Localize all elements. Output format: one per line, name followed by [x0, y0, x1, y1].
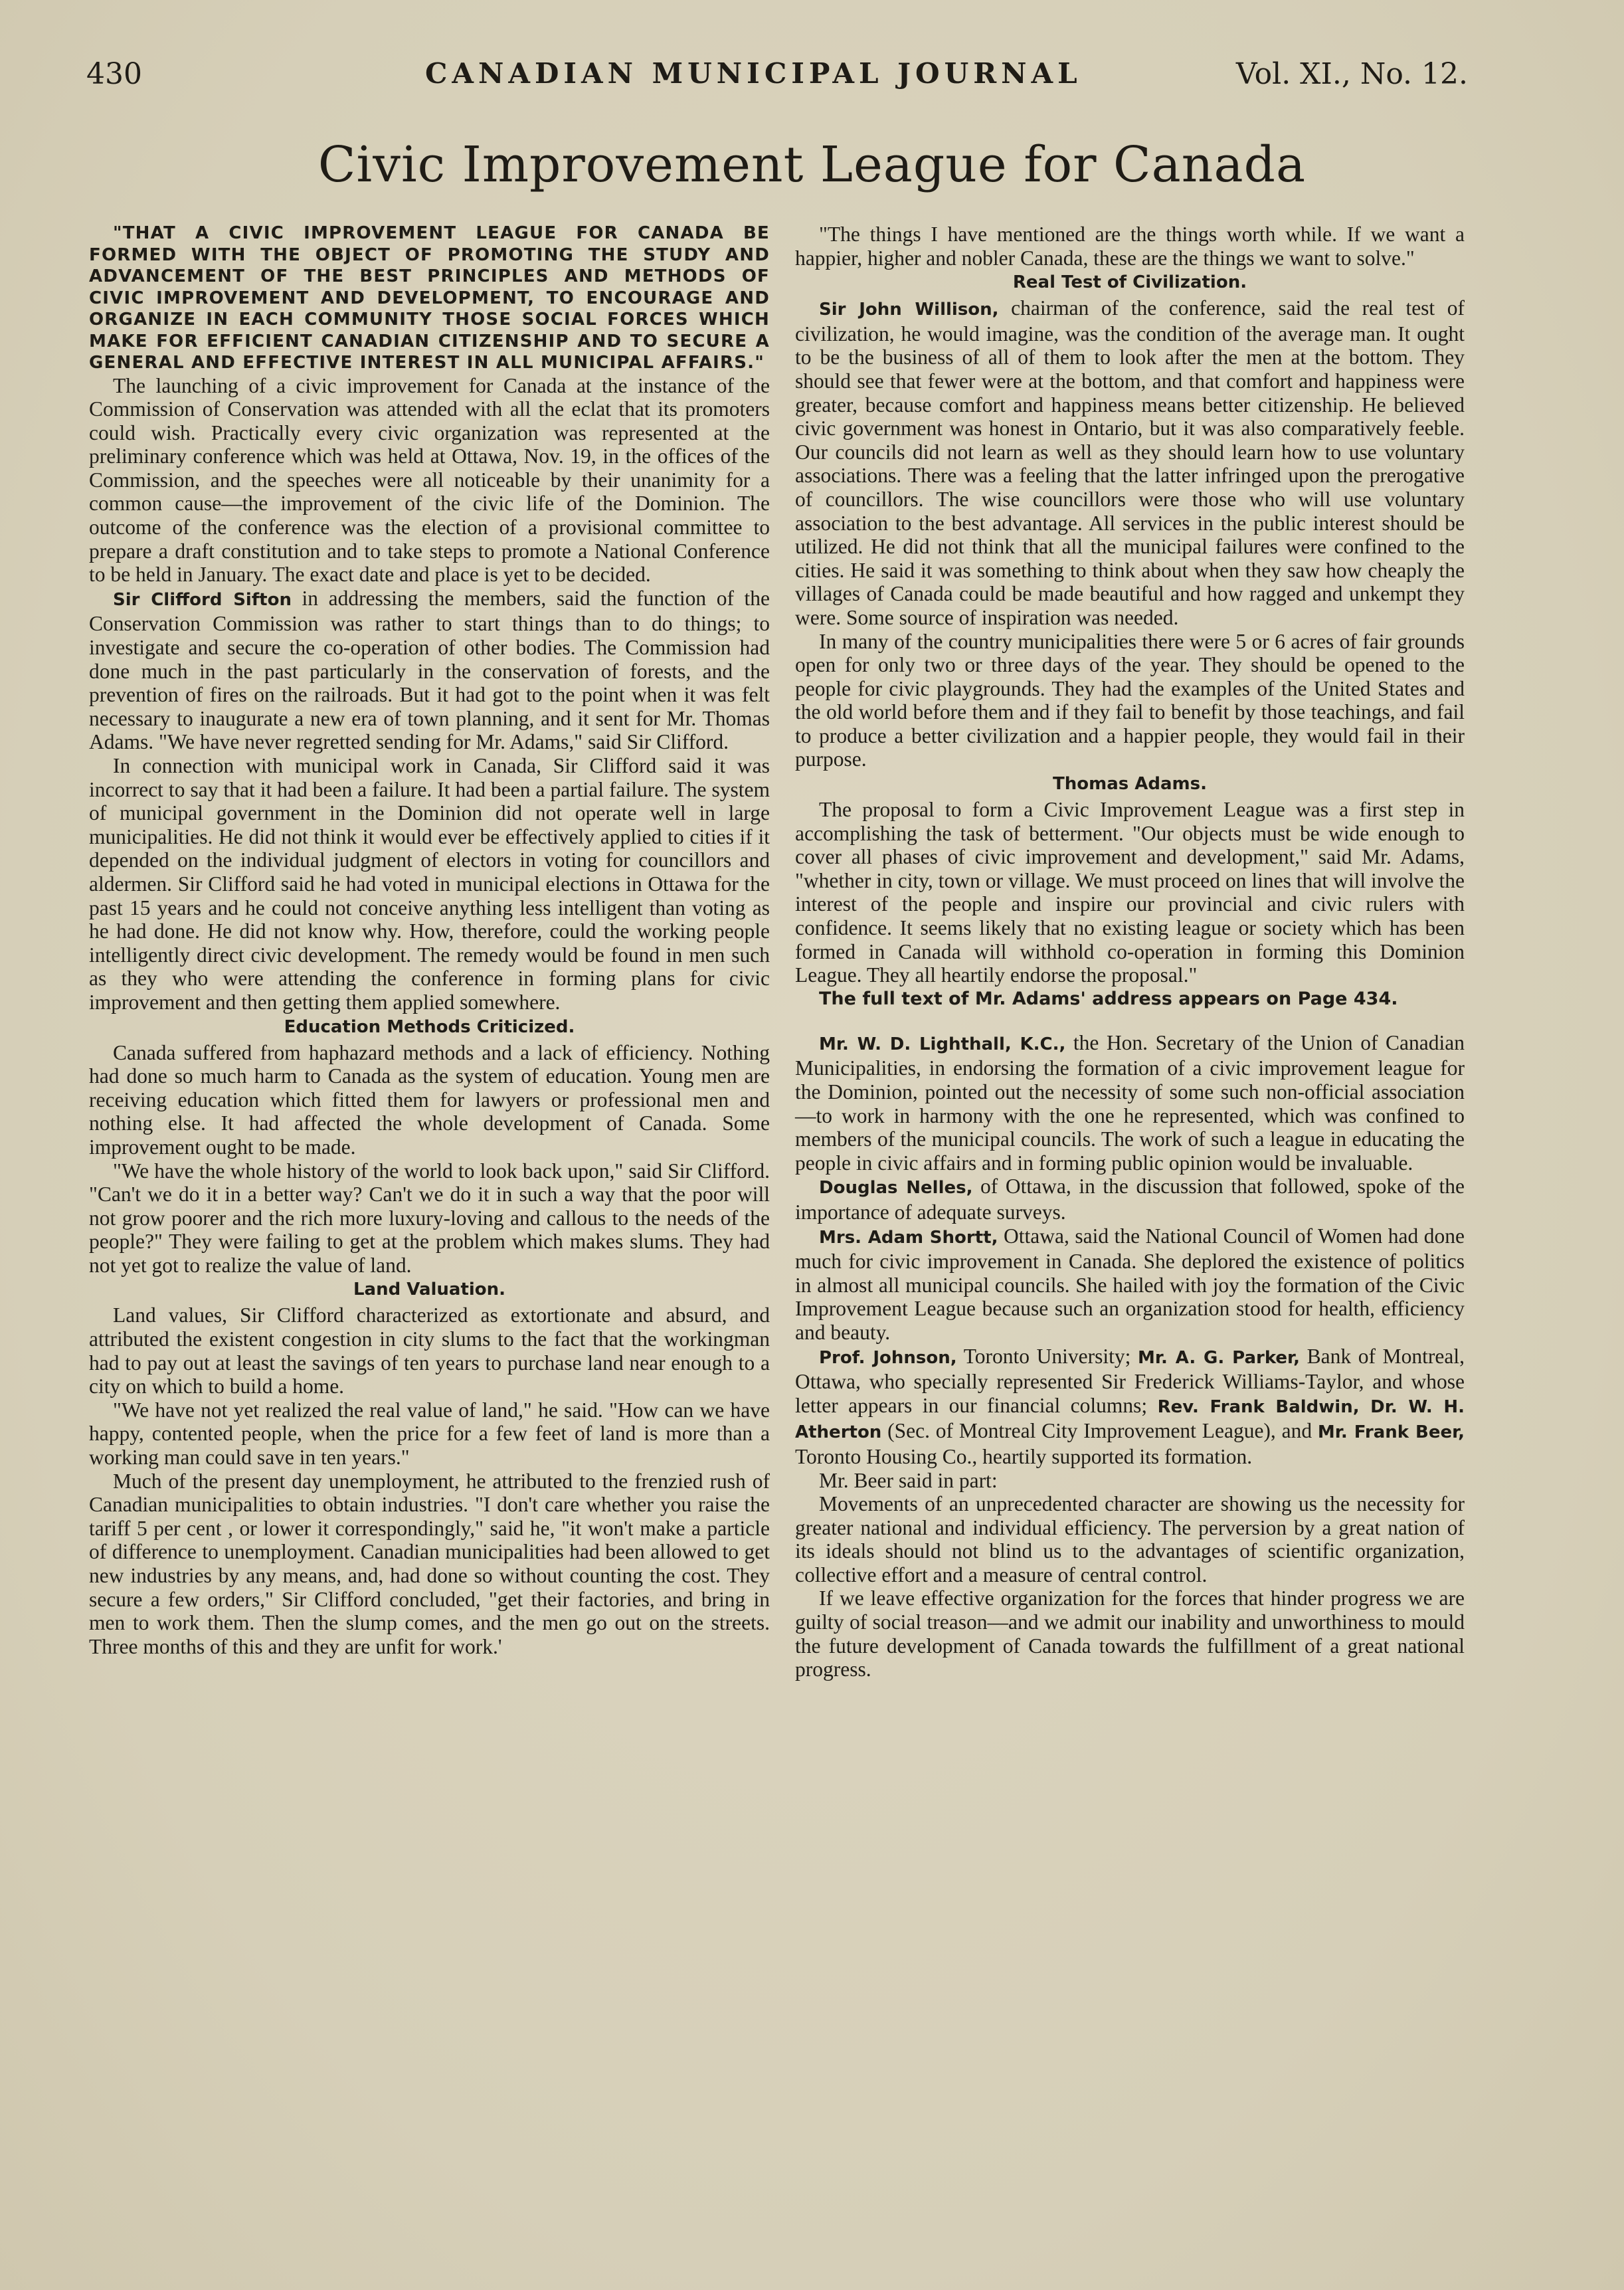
volume-issue: Vol. XI., No. 12. [1235, 57, 1468, 91]
paragraph [89, 587, 770, 754]
subheading: Real Test of Civilization. [1012, 272, 1247, 293]
running-header [86, 57, 1468, 104]
spacer [795, 1011, 1465, 1031]
paragraph [795, 1175, 1465, 1224]
paragraph: Movements of an unprecedented character are showing us the necessity for greater national and individual efficiency. The perversion by a great nation of its ideals should not blind us to the advantages of scientific organization, collective effort and a measure of central control. [795, 1492, 1465, 1586]
speaker-name: Mr. Frank Beer, [1317, 1422, 1465, 1443]
paragraph: In connection with municipal work in Canada, Sir Clifford said it was incorrect to say that it had been a failure. It had been a partial failure. The system of municipal government in the Dominion did not operate well in large municipalities. He did not think it would ever be effectively applied to cities if it depended on the individual judgment of electors in voting for councillors and aldermen. Sir Clifford said he had voted in municipal elections in Ottawa for the past 15 years and he could not conceive anything less intelligent than voting as he had done. He did not know why. How, therefore, could the working people intelligently direct civic development. The remedy would be found in men such as they who were attending the conference in forming plans for civic improvement and then getting them applied somewhere. [89, 754, 770, 1014]
paragraph: "We have the whole history of the world to look back upon," said Sir Clifford. "Can't we do it in a better way? Can't we do it in such a way that the poor will not grow poorer and the rich more luxury-loving and callous to the needs of the people?" They were failing to get at the problem which makes slums. They had not yet got to realize the value of land. [89, 1159, 770, 1277]
left-column [89, 223, 770, 1658]
address-note: The full text of Mr. Adams' address appears on Page 434. [819, 988, 1398, 1009]
subheading: Thomas Adams. [1053, 774, 1207, 795]
paragraph-text: Toronto Housing Co., heartily supported its formation. [795, 1444, 1253, 1468]
paragraph [795, 1224, 1465, 1345]
paragraph: The launching of a civic improvement for Canada at the instance of the Commission of Conservation was attended with all the eclat that its promoters could wish. Practically every civic organization was represented at the preliminary conference which was held at Ottawa, Nov. 19, in the offices of the Commission, and the speeches were all noticeable by their unanimity for a common cause—the improvement of the civic life of the Dominion. The outcome of the conference was the election of a provisional committee to prepare a draft constitution and to take steps to promote a National Conference to be held in January. The exact date and place is yet to be decided. [89, 373, 770, 587]
paragraph: In many of the country municipalities there were 5 or 6 acres of fair grounds open for only two or three days of the year. They should be opened to the people for civic playgrounds. They had the examples of the United States and the old world before them and if they fail to benefit by those teachings, and fail to produce a better civilization and a happier people, they would fail in their purpose. [795, 629, 1465, 771]
paragraph: If we leave effective organization for the forces that hinder progress we are guilty of social treason—and we admit our inability and unworthiness to mould the future development of Canada towards the fulfillment of a great national progress. [795, 1586, 1465, 1681]
speaker-name: Sir Clifford Sifton [113, 589, 292, 610]
journal-name: CANADIAN MUNICIPAL JOURNAL [425, 57, 1082, 90]
paragraph: Mr. Beer said in part: [819, 1468, 998, 1492]
paragraph: Much of the present day unemployment, he attributed to the frenzied rush of Canadian municipalities to obtain industries. "I don't care whether you raise the tariff 5 per cent , or lower it correspondingly," said he, "it won't make a particle of difference to unemployment. Canadian municipalities had been allowed to get new industries by any means, and, had done so without counting the cost. They secure a few orders," Sir Clifford concluded, "get their factories, and bring in men to work them. Then the slump comes, and the men go out on the streets. Three months of this and they are unfit for work.' [89, 1469, 770, 1658]
paragraph-text: chairman of the conference, said the real test of civilization, he would imagine, was the condition of the average man. It ought to be the business of all of them to look after the men at the bottom. They should see that fewer were at the bottom, and that comfort and happiness were greater, because comfort and happiness means better citizenship. He believed civic government was honest in Ontario, but it was also comparatively feeble. Our councils did not learn as well as they should learn how to use voluntary associations. There was a feeling that the latter infringed upon the prerogative of councillors. The wise councillors were those who will use voluntary association to the best advantage. All services in the public interest should be utilized. He did not think that all the municipal failures were confined to the cities. He said it was something to think about when they saw how cheaply the villages of Canada could be made beautiful and how ragged and unkempt they were. Some source of inspiration was needed. [795, 296, 1465, 629]
paragraph-text: of Ottawa, in the discussion that followed, spoke of the importance of adequate surveys. [795, 1175, 1465, 1224]
page-number: 430 [86, 57, 142, 91]
paragraph-text: Ottawa, said the National Council of Women had done much for civic improvement in Canada. She deplored the existence of politics in almost all municipal councils. She hailed with joy the formation of the Civic Improvement League because such an organization stood for health, efficiency and beauty. [795, 1224, 1465, 1344]
paragraph-text: Bank of Montreal, Ottawa, who specially represented Sir Frederick Williams-Taylor, and whose letter appears in our financial columns; [795, 1344, 1465, 1417]
paragraph: "The things I have mentioned are the things worth while. If we want a happier, higher and nobler Canada, these are the things we want to solve." [795, 223, 1465, 270]
right-column [795, 223, 1465, 1681]
paragraph-text: (Sec. of Montreal City Improvement League), and [881, 1419, 1318, 1443]
speaker-name: Prof. Johnson, [819, 1347, 957, 1368]
paragraph: Canada suffered from haphazard methods and a lack of efficiency. Nothing had done so much harm to Canada as the system of education. Young men are receiving education which fitted them for lawyers or professional men and nothing else. It had affected the whole development of Canada. Some improvement ought to be made. [89, 1040, 770, 1159]
lead-resolution: "THAT A CIVIC IMPROVEMENT LEAGUE FOR CANADA BE FORMED WITH THE OBJECT OF PROMOTING THE STUDY AND ADVANCEMENT OF THE BEST PRINCIPLES AND METHODS OF CIVIC IMPROVEMENT AND DEVELOPMENT, TO ENCOURAGE AND ORGANIZE IN EACH COMMUNITY THOSE SOCIAL FORCES WHICH MAKE FOR EFFICIENT CANADIAN CITIZENSHIP AND TO SECURE A GENERAL AND EFFECTIVE INTEREST IN ALL MUNICIPAL AFFAIRS." [89, 223, 770, 373]
paragraph [795, 1031, 1465, 1175]
subheading: Land Valuation. [353, 1280, 506, 1300]
paragraph-text: in addressing the members, said the function of the Conservation Commission was rather to start things than to do things; to investigate and secure the co-operation of other bodies. The Commission had done much in the past particularly in the conservation of forests, and the prevention of fires on the railroads. But it had got to the point when it was felt necessary to inaugurate a new era of town planning, and it sent for Mr. Thomas Adams. "We have never regretted sending for Mr. Adams," said Sir Clifford. [89, 586, 770, 754]
paragraph: Land values, Sir Clifford characterized as extortionate and absurd, and attributed the existent congestion in city slums to the fact that the workingman had to pay out at least the savings of ten years to purchase land near enough to a city on which to build a home. [89, 1303, 770, 1398]
speaker-name: Mrs. Adam Shortt, [819, 1227, 998, 1248]
subheading: Education Methods Criticized. [284, 1016, 575, 1037]
speaker-name: Douglas Nelles, [819, 1178, 973, 1198]
paragraph-text: the Hon. Secretary of the Union of Canadian Municipalities, in endorsing the formation of a civic improvement league for the Dominion, pointed out the necessity of some such non-official association—to work in harmony with the one he represented, which was confined to members of the municipal councils. The work of such a league in educating the people in civic affairs and in forming public opinion would be invaluable. [795, 1030, 1465, 1175]
paragraph-text: Toronto University; [956, 1344, 1138, 1368]
speaker-name: Sir John Willison, [819, 300, 999, 320]
speaker-name: Rev. Frank Baldwin, Dr. W. H. Atherton [795, 1396, 1465, 1443]
speaker-name: Mr. A. G. Parker, [1138, 1347, 1300, 1368]
paragraph: The proposal to form a Civic Improvement League was a first step in accomplishing the task of betterment. "Our objects must be wide enough to cover all phases of civic improvement and development," said Mr. Adams, "whether in city, town or village. We must proceed on lines that will involve the interest of the people and inspire our provincial and civic rulers with confidence. It seems likely that no existing league or society which has been formed in Canada will withhold co-operation in forming this Dominion League. They all heartily endorse the proposal." [795, 798, 1465, 987]
paragraph [795, 1345, 1465, 1469]
paragraph: "We have not yet realized the real value of land," he said. "How can we have happy, contented people, when the price for a few feet of land is more than a working man could save in ten years." [89, 1398, 770, 1470]
speaker-name: Mr. W. D. Lighthall, K.C., [819, 1034, 1066, 1054]
article-title: Civic Improvement League for Canada [317, 136, 1307, 193]
paragraph [795, 296, 1465, 629]
